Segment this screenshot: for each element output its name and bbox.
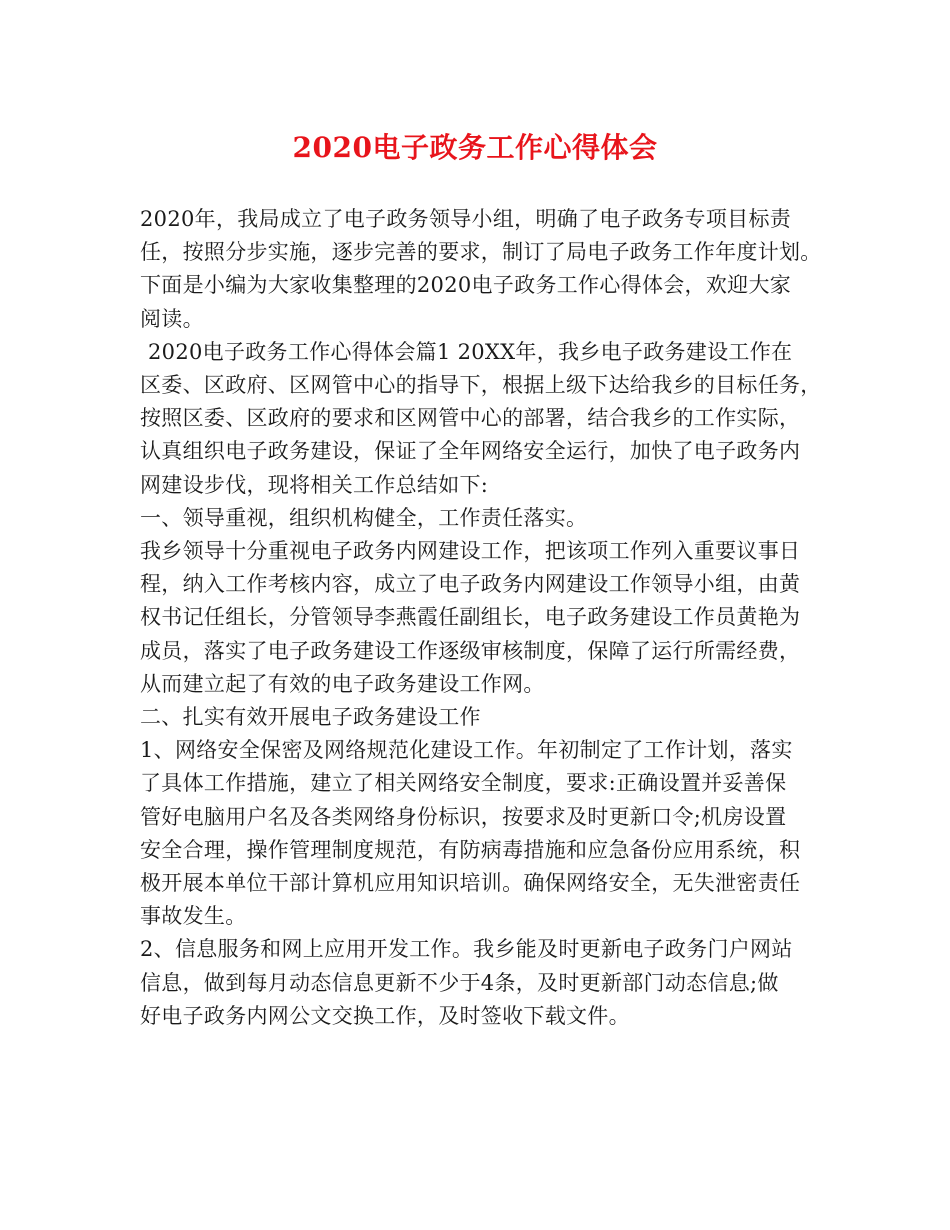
- body-line: 安全合理，操作管理制度规范，有防病毒措施和应急备份应用系统，积: [140, 837, 801, 862]
- document-body: [140, 203, 830, 1033]
- body-line: 2、信息服务和网上应用开发工作。我乡能及时更新电子政务门户网站: [140, 937, 793, 962]
- body-line: 2020电子政务工作心得体会篇1 20XX年，我乡电子政务建设工作在: [148, 339, 793, 364]
- body-line: 事故发生。: [140, 904, 247, 929]
- body-line: 了具体工作措施，建立了相关网络安全制度，要求:正确设置并妥善保: [140, 771, 787, 796]
- body-line: 阅读。: [140, 306, 204, 331]
- body-line: 认真组织电子政务建设，保证了全年网络安全运行，加快了电子政务内: [140, 439, 801, 464]
- body-line: 好电子政务内网公文交换工作，及时签收下载文件。: [140, 1003, 630, 1028]
- body-line: 信息，做到每月动态信息更新不少于4条，及时更新部门动态信息;做: [140, 970, 779, 995]
- body-line: 极开展本单位干部计算机应用知识培训。确保网络安全，无失泄密责任: [140, 871, 801, 896]
- body-line: 程，纳入工作考核内容，成立了电子政务内网建设工作领导小组，由黄: [140, 572, 801, 597]
- body-line: 权书记任组长，分管领导李燕霞任副组长，电子政务建设工作员黄艳为: [140, 605, 801, 630]
- body-line: 1、网络安全保密及网络规范化建设工作。年初制定了工作计划，落实: [140, 738, 793, 763]
- body-line: 区委、区政府、区网管中心的指导下，根据上级下达给我乡的目标任务，: [140, 373, 822, 398]
- section-heading: 一、领导重视，组织机构健全，工作责任落实。: [140, 505, 588, 530]
- body-line: 从而建立起了有效的电子政务建设工作网。: [140, 671, 545, 696]
- body-line: 成员，落实了电子政务建设工作逐级审核制度，保障了运行所需经费，: [140, 638, 801, 663]
- body-line: 下面是小编为大家收集整理的2020电子政务工作心得体会，欢迎大家: [140, 273, 792, 298]
- body-line: 2020年，我局成立了电子政务领导小组，明确了电子政务专项目标责: [140, 207, 792, 231]
- document-title: 2020电子政务工作心得体会: [292, 131, 658, 164]
- body-line: 任，按照分步实施，逐步完善的要求，制订了局电子政务工作年度计划。: [140, 240, 822, 265]
- body-line: 管好电脑用户名及各类网络身份标识，按要求及时更新口令;机房设置: [140, 804, 787, 829]
- section-heading: 二、扎实有效开展电子政务建设工作: [140, 705, 481, 730]
- body-line: 按照区委、区政府的要求和区网管中心的部署，结合我乡的工作实际，: [140, 406, 801, 431]
- body-line: 我乡领导十分重视电子政务内网建设工作，把该项工作列入重要议事日: [140, 539, 801, 564]
- body-line: 网建设步伐，现将相关工作总结如下:: [140, 472, 489, 497]
